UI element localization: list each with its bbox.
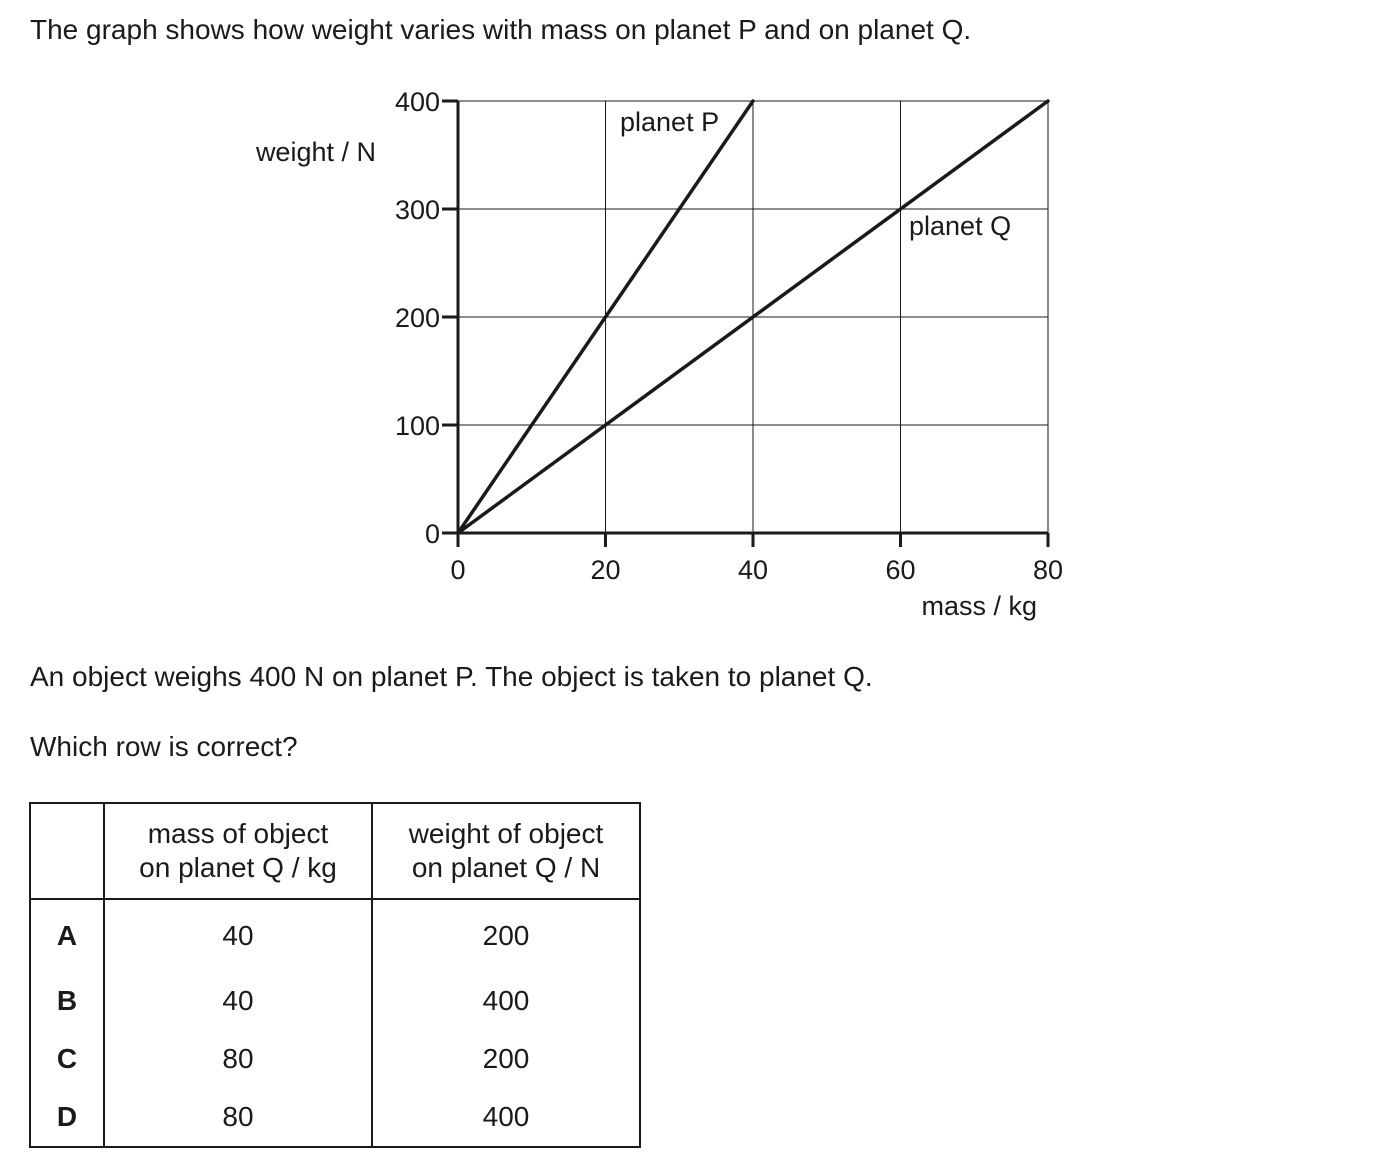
table-header-mass xyxy=(104,803,372,899)
table-header-mass-line1: mass of object xyxy=(147,818,329,849)
y-axis-title: weight / N xyxy=(255,137,376,167)
x-tick-label: 0 xyxy=(450,555,466,585)
question-statement: An object weighs 400 N on planet P. The object is taken to planet Q. xyxy=(30,661,873,692)
y-tick-label: 0 xyxy=(424,519,440,549)
answer-table xyxy=(29,802,641,1148)
option-row-b[interactable] xyxy=(30,972,640,1030)
option-mass: 40 xyxy=(104,899,372,972)
y-tick-label: 200 xyxy=(394,303,440,333)
option-mass: 80 xyxy=(104,1088,372,1147)
table-header-weight xyxy=(372,803,640,899)
table-header-row xyxy=(30,803,640,899)
option-letter: B xyxy=(30,972,104,1030)
table-header-mass-line2: on planet Q / kg xyxy=(139,852,337,883)
y-tick-label: 300 xyxy=(394,195,440,225)
option-mass: 40 xyxy=(104,972,372,1030)
option-mass: 80 xyxy=(104,1030,372,1088)
option-row-d[interactable] xyxy=(30,1088,640,1147)
y-tick-label: 400 xyxy=(394,87,440,117)
series-label: planet P xyxy=(620,107,720,137)
option-row-c[interactable] xyxy=(30,1030,640,1088)
x-tick-label: 60 xyxy=(885,555,916,585)
x-tick-label: 80 xyxy=(1032,555,1064,585)
option-letter: C xyxy=(30,1030,104,1088)
option-letter: D xyxy=(30,1088,104,1147)
table-header-blank xyxy=(30,803,104,899)
table-header-weight-line2: on planet Q / N xyxy=(411,852,601,883)
option-weight: 200 xyxy=(482,1043,530,1074)
question-prompt: Which row is correct? xyxy=(30,731,298,762)
series-label: planet Q xyxy=(909,211,1012,241)
option-weight: 400 xyxy=(482,1101,530,1132)
option-row-a[interactable] xyxy=(30,899,640,972)
x-tick-label: 40 xyxy=(737,555,769,585)
chart-labels xyxy=(255,107,1037,621)
x-axis-title: mass / kg xyxy=(921,591,1037,621)
option-weight: 200 xyxy=(482,920,530,951)
table-header-weight-line1: weight of object xyxy=(408,818,604,849)
y-tick-label: 100 xyxy=(394,411,440,441)
x-tick-label: 20 xyxy=(590,555,621,585)
option-letter: A xyxy=(30,899,104,972)
option-weight: 400 xyxy=(482,985,530,1016)
question-intro: The graph shows how weight varies with mass on planet P and on planet Q. xyxy=(30,14,972,45)
